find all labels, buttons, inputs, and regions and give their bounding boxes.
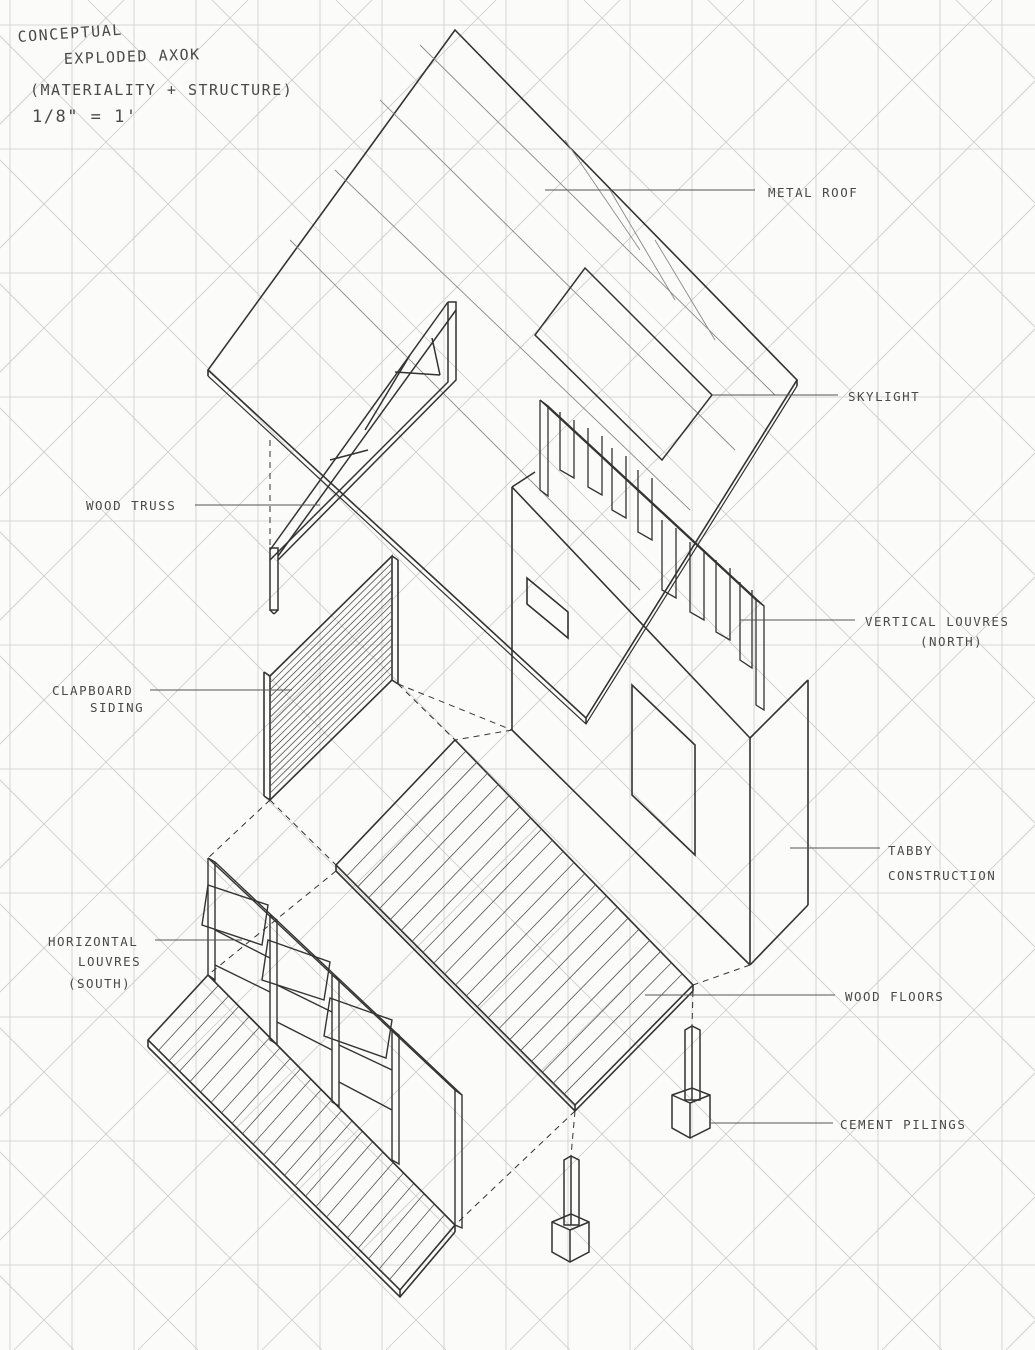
guide-line: [832, 0, 1035, 1350]
hatch-line: [270, 604, 392, 724]
hatch-line: [532, 940, 650, 1061]
hatch-line: [553, 963, 671, 1083]
hatch-line: [270, 618, 392, 738]
title-line-2: EXPLODED AXOK: [63, 45, 201, 68]
hatch-line: [270, 584, 392, 704]
hatch-line: [270, 590, 392, 710]
title-line-1: CONCEPTUAL: [17, 20, 124, 46]
label-tabby: TABBY: [888, 843, 934, 858]
hatch-line: [369, 773, 488, 897]
guide-line: [14, 0, 1035, 1350]
hatch-line: [270, 563, 392, 683]
label-skylight: SKYLIGHT: [848, 389, 921, 404]
hatch-line: [423, 829, 542, 952]
label-cement-pilings: CEMENT PILINGS: [840, 1117, 967, 1132]
clapboard-siding-lines: [270, 563, 392, 793]
drawing-scale: 1/8" = 1': [32, 107, 138, 127]
hatch-line: [542, 952, 660, 1073]
label-clapboard-siding: SIDING: [90, 700, 145, 715]
alignment-dashed-lines: [208, 440, 750, 1225]
hatch-line: [270, 577, 392, 697]
guide-line: [0, 0, 372, 1350]
hatch-line: [270, 625, 392, 745]
guide-line: [634, 0, 1035, 1350]
hatch-line: [190, 1017, 249, 1082]
south-deck-boards: [159, 985, 445, 1279]
hatch-line: [379, 785, 498, 909]
guide-line: [1006, 0, 1035, 1350]
guide-line: [708, 0, 1035, 1350]
label-horizontal-louvres-south: (SOUTH): [68, 976, 132, 991]
label-clapboard: CLAPBOARD: [52, 683, 134, 698]
metal-roof: [208, 30, 797, 724]
title-block: [17, 21, 293, 127]
hatch-line: [270, 652, 392, 772]
guide-line: [0, 0, 322, 1350]
label-horizontal-louvres: HORIZONTAL: [48, 934, 139, 949]
label-vertical-louvres-north: (NORTH): [920, 634, 984, 649]
skylight: [535, 268, 712, 460]
guide-line: [138, 0, 1035, 1350]
hatch-line: [270, 632, 392, 752]
guide-line: [584, 0, 1035, 1350]
horizontal-louvres-south: [202, 858, 462, 1228]
hatch-line: [253, 1079, 311, 1144]
hatch-line: [222, 1048, 281, 1113]
guide-line: [882, 0, 1035, 1350]
guide-line: [460, 0, 1035, 1350]
leader-lines: [150, 190, 880, 1123]
label-tabby-construction: CONSTRUCTION: [888, 868, 997, 883]
hatch-line: [270, 673, 392, 793]
label-metal-roof: METAL ROOF: [768, 185, 859, 200]
cement-piling-left: [552, 1156, 589, 1262]
hatch-line: [232, 1058, 290, 1123]
hatch-line: [499, 907, 617, 1029]
south-deck: [148, 975, 455, 1297]
hatch-line: [180, 1006, 239, 1071]
guide-line: [0, 0, 198, 1350]
guide-line: [956, 0, 1035, 1350]
hatch-line: [211, 1038, 270, 1103]
hatch-line: [401, 807, 520, 931]
hatch-line: [510, 918, 628, 1039]
hatch-line: [390, 796, 509, 920]
label-wood-truss: WOOD TRUSS: [86, 498, 177, 513]
guide-line: [0, 0, 496, 1350]
wood-floors: [336, 740, 693, 1111]
hatch-line: [270, 646, 392, 766]
hatch-line: [270, 570, 392, 690]
component-labels: [48, 185, 1009, 1132]
hatch-line: [270, 659, 392, 779]
guide-line: [88, 0, 1035, 1350]
guide-line: [0, 0, 248, 1350]
hatch-line: [201, 1027, 260, 1092]
hatch-line: [243, 1069, 301, 1134]
hatch-line: [169, 996, 229, 1061]
vertical-louvres-north: [540, 400, 764, 710]
tabby-construction-wall: [512, 472, 808, 965]
hatch-line: [445, 851, 564, 974]
hatch-line: [270, 666, 392, 786]
label-wood-floors: WOOD FLOORS: [845, 989, 945, 1004]
label-horizontal-louvres-2: LOUVRES: [78, 954, 142, 969]
title-line-3: (MATERIALITY + STRUCTURE): [30, 81, 294, 99]
cement-piling-right: [672, 1026, 710, 1138]
hatch-line: [347, 751, 466, 876]
hatch-line: [564, 974, 682, 1094]
label-vertical-louvres: VERTICAL LOUVRES: [865, 614, 1010, 629]
hatch-line: [434, 840, 553, 963]
guide-line: [758, 0, 1035, 1350]
guide-line: [0, 0, 74, 1350]
hatch-line: [270, 611, 392, 731]
hatch-line: [412, 818, 531, 941]
